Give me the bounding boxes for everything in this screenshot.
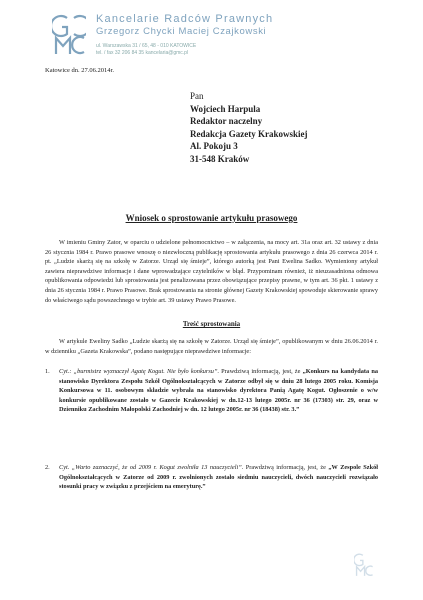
footer-logo <box>354 553 374 577</box>
item-statement: „W Zespole Szkół Ogólnokształcących w Zatorze od 2009 r. zwolnionych zostało siedmiu nauczycieli, dwóch nauczycieli rozwiązało stosunki pracy w związku z przejściem na emeryturę.” <box>59 464 378 491</box>
firm-contact: tel. / fax 32 206 84 35 kancelaria@gmc.pl <box>96 49 189 56</box>
recipient-street: Al. Pokoju 3 <box>190 141 238 151</box>
item-quote: Cyt. „Warto zaznaczyć, że od 2009 r. Kogut zwolniła 13 nauczycieli”. <box>59 464 244 471</box>
recipient-role: Redaktor naczelny <box>190 116 263 126</box>
letter-date: Katowice dn. 27.06.2014r. <box>45 67 114 74</box>
item-number: 2. <box>45 464 50 471</box>
letterhead <box>96 13 273 56</box>
firm-logo <box>52 14 86 56</box>
recipient-org: Redakcja Gazety Krakowskiej <box>190 128 308 139</box>
item-text <box>59 367 378 415</box>
recipient-name: Wojciech Harpula <box>190 103 261 114</box>
item-number: 1. <box>45 368 50 375</box>
letter-title: Wniosek o sprostowanie artykułu prasowego <box>125 213 298 223</box>
item-quote: Cyt.: „burmistrz wyznaczył Agatę Kogut. Nie było konkursu”. <box>59 368 220 375</box>
firm-address: ul. Warszawska 31 / 65, 48 - 010 KATOWICE <box>96 43 197 49</box>
correction-subtitle: Treść sprostowania <box>182 320 241 328</box>
item-statement: „Konkurs na kandydata na stanowisko Dyrektora Zespołu Szkół Ogólnokształcących w Zatorze odbył się w dniu 28 lutego 2005 roku. Komisja Konkursowa w 11. osobowym składzie wybrała na stanowisko dyrektora Panią Agatę Kogut. Ogłoszenie o w/w konkursie opublikowane zostało w Gazecie Krakowskiej w dn.12-13 lutego 2005r. nr 36 (17303) str. 29, oraz w Dzienniku Zachodnim Małopolski Zachodniej w dn. 12 lutego 2005r. nr 36 (18438) str. 3.” <box>59 368 378 414</box>
partner-names: Grzegorz Chycki Maciej Czajkowski <box>96 26 267 37</box>
intro-paragraph: W imieniu Gminy Zator, w oparciu o udzielone pełnomocnictwo – w załączenia, na mocy art. 31a oraz art. 32 ustawy z dnia 26 stycznia 1984 r. Prawo prasowe wnoszę o niezwłoczną publikację sprostowania artykułu prasowego z dnia 26 czerwca 2014 r. pt. „Ludzie skarżą się na szkołę w Zatorze. Urząd się śmieje”, którego autorką jest Pani Ewelina Sadko. Wymieniony artykuł zawiera nieprawdziwe informacje i dane wprowadzające czytelników w błąd. Przypominam również, iż nieuzasadniona odmowa opublikowania odpowiedzi lub sprostowania jest penalizowana przez obowiązujące przepisy prawne, w tym art. 36 pkt. 1 ustawy z dnia 26 stycznia 1984 r. Prawo Prasowe. Brak sprostowania na stronie głównej Gazety Krakowskiej spowoduje skierowanie sprawy do właściwego sądu powszechnego w trybie art. 39 ustawy Prawo Prasowe. <box>45 239 378 304</box>
recipient-city: 31-548 Kraków <box>190 153 250 164</box>
firm-name: Kancelarie Radców Prawnych <box>96 13 274 25</box>
item-lead: Prawdziwą informacją, jest, że <box>243 464 329 471</box>
item-lead: Prawdziwą informacją, jest, że <box>219 368 303 375</box>
recipient-block <box>190 90 307 165</box>
recipient-salutation: Pan <box>190 91 204 101</box>
correction-paragraph: W artykule Eweliny Sadko „Ludzie skarżą się na szkołę w Zatorze. Urząd się śmieje”, opublikowanym w dniu 26.06.2014 r. w dzienniku „Gazeta Krakowska”, podano następujące nieprawdziwe informacje: <box>45 338 378 355</box>
item-text <box>59 463 378 492</box>
